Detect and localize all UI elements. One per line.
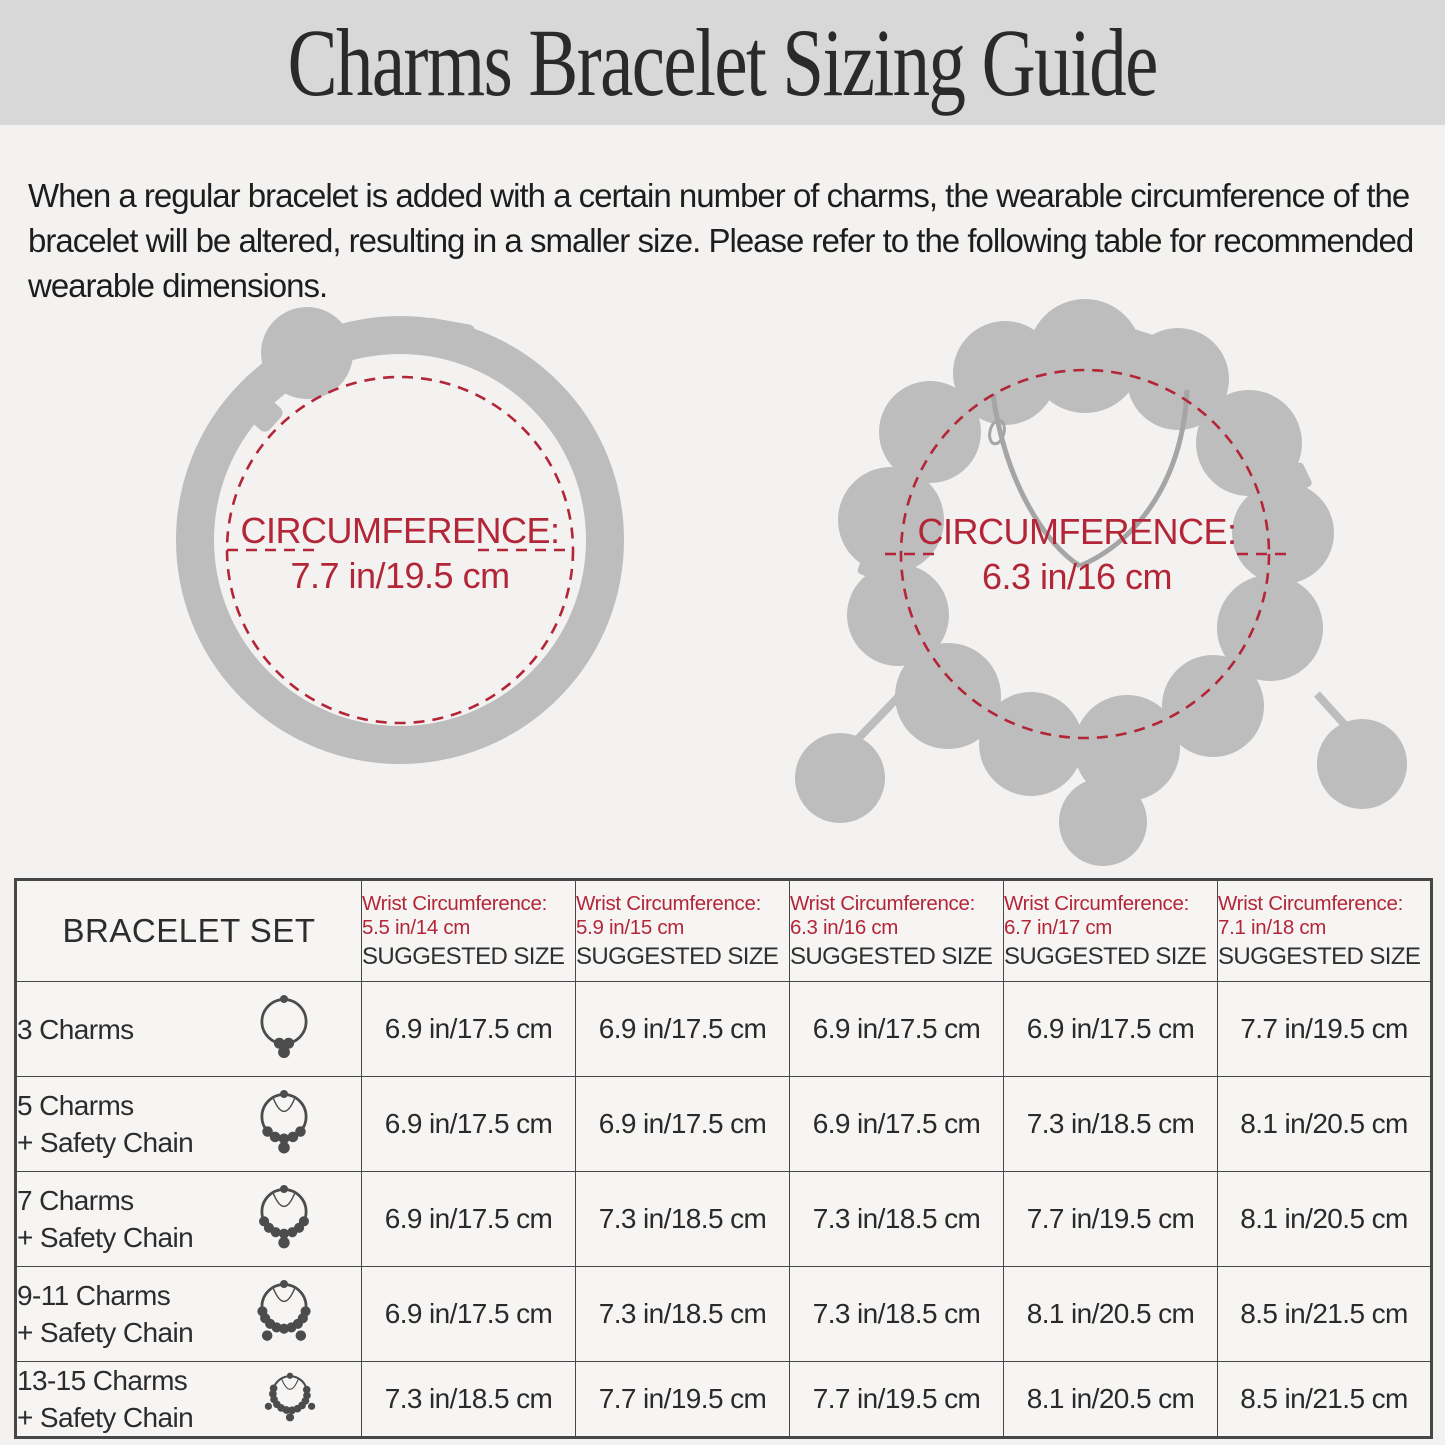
bracelet-set-cell — [16, 1267, 362, 1362]
bracelet-set-cell — [16, 1077, 362, 1172]
size-cell: 8.1 in/20.5 cm — [1004, 1362, 1218, 1438]
charm-bracelet-illustration — [735, 282, 1445, 872]
size-cell: 6.9 in/17.5 cm — [576, 1077, 790, 1172]
bracelet-set-cell — [16, 982, 362, 1077]
column-header-6-7 — [1004, 880, 1218, 982]
suggested-size-label: SUGGESTED SIZE — [576, 942, 779, 970]
size-cell: 8.1 in/20.5 cm — [1218, 1172, 1432, 1267]
page-banner — [0, 0, 1445, 125]
bracelet-set-cell — [16, 1172, 362, 1267]
size-cell: 7.3 in/18.5 cm — [790, 1267, 1004, 1362]
wrist-circumference-size: 5.5 in/14 cm — [362, 915, 471, 939]
wrist-circumference-size: 6.3 in/16 cm — [790, 915, 899, 939]
page-title: Charms Bracelet Sizing Guide — [287, 9, 1158, 116]
size-cell: 6.9 in/17.5 cm — [790, 982, 1004, 1077]
column-header-5-9 — [576, 880, 790, 982]
size-cell: 7.3 in/18.5 cm — [576, 1172, 790, 1267]
size-cell: 6.9 in/17.5 cm — [1004, 982, 1218, 1077]
bracelet-7-charms-icon — [251, 1179, 317, 1259]
bracelet-5-charms-icon — [251, 1084, 317, 1164]
suggested-size-label: SUGGESTED SIZE — [1004, 942, 1207, 970]
wrist-circumference-label: Wrist Circumference: — [790, 891, 975, 915]
size-cell: 8.5 in/21.5 cm — [1218, 1362, 1432, 1438]
size-cell: 7.3 in/18.5 cm — [1004, 1077, 1218, 1172]
suggested-size-label: SUGGESTED SIZE — [790, 942, 993, 970]
wrist-circumference-label: Wrist Circumference: — [362, 891, 547, 915]
size-cell: 7.3 in/18.5 cm — [576, 1267, 790, 1362]
table-row — [16, 982, 1432, 1077]
size-cell: 6.9 in/17.5 cm — [362, 1077, 576, 1172]
row-label: 3 Charms — [17, 1013, 134, 1045]
row-label-2: + Safety Chain — [17, 1402, 194, 1433]
row-label-2: + Safety Chain — [17, 1317, 194, 1348]
wrist-circumference-size: 5.9 in/15 cm — [576, 915, 685, 939]
circumference-value: 7.7 in/19.5 cm — [290, 555, 510, 596]
suggested-size-label: SUGGESTED SIZE — [362, 942, 565, 970]
row-label-2: + Safety Chain — [17, 1127, 194, 1158]
wrist-circumference-size: 7.1 in/18 cm — [1218, 915, 1327, 939]
wrist-circumference-size: 6.7 in/17 cm — [1004, 915, 1113, 939]
size-cell: 7.7 in/19.5 cm — [1218, 982, 1432, 1077]
sizing-table — [14, 878, 1433, 1439]
size-cell: 6.9 in/17.5 cm — [362, 1172, 576, 1267]
size-cell: 6.9 in/17.5 cm — [790, 1077, 1004, 1172]
row-label-2: + Safety Chain — [17, 1222, 194, 1253]
bracelet-set-header: BRACELET SET — [16, 880, 362, 982]
bracelet-set-cell — [16, 1362, 362, 1438]
table-header-row — [16, 880, 1432, 982]
table-row — [16, 1362, 1432, 1438]
bracelet-9-11-charms-icon — [251, 1274, 317, 1354]
bracelet-3-charms-icon — [251, 989, 317, 1069]
size-cell: 7.7 in/19.5 cm — [790, 1362, 1004, 1438]
wrist-circumference-label: Wrist Circumference: — [1218, 891, 1403, 915]
table-row — [16, 1267, 1432, 1362]
bracelet-13-15-charms-icon — [263, 1368, 317, 1430]
intro-text: When a regular bracelet is added with a certain number of charms, the wearable circumference of the bracelet will be altered, resulting in a smaller size. Please refer to the following table for recommended wearable dimensions. — [28, 177, 1414, 304]
size-cell: 7.7 in/19.5 cm — [1004, 1172, 1218, 1267]
circumference-value: 6.3 in/16 cm — [981, 556, 1173, 597]
row-label: 9-11 Charms — [17, 1280, 171, 1311]
size-cell: 6.9 in/17.5 cm — [576, 982, 790, 1077]
column-header-5-5 — [362, 880, 576, 982]
size-cell: 7.3 in/18.5 cm — [362, 1362, 576, 1438]
size-cell: 8.1 in/20.5 cm — [1218, 1077, 1432, 1172]
circumference-label: CIRCUMFERENCE: — [240, 510, 560, 551]
size-cell: 6.9 in/17.5 cm — [362, 1267, 576, 1362]
column-header-6-3 — [790, 880, 1004, 982]
table-row — [16, 1077, 1432, 1172]
size-cell: 7.7 in/19.5 cm — [576, 1362, 790, 1438]
row-label: 7 Charms — [17, 1185, 134, 1216]
table-row — [16, 1172, 1432, 1267]
plain-bracelet-illustration — [70, 295, 720, 785]
wrist-circumference-label: Wrist Circumference: — [1004, 891, 1189, 915]
suggested-size-label: SUGGESTED SIZE — [1218, 942, 1421, 970]
wrist-circumference-label: Wrist Circumference: — [576, 891, 761, 915]
size-cell: 8.5 in/21.5 cm — [1218, 1267, 1432, 1362]
row-label: 5 Charms — [17, 1090, 134, 1121]
circumference-label: CIRCUMFERENCE: — [917, 511, 1237, 552]
column-header-7-1 — [1218, 880, 1432, 982]
size-cell: 6.9 in/17.5 cm — [362, 982, 576, 1077]
row-label: 13-15 Charms — [17, 1365, 188, 1396]
size-cell: 7.3 in/18.5 cm — [790, 1172, 1004, 1267]
size-cell: 8.1 in/20.5 cm — [1004, 1267, 1218, 1362]
clasp — [261, 307, 353, 399]
